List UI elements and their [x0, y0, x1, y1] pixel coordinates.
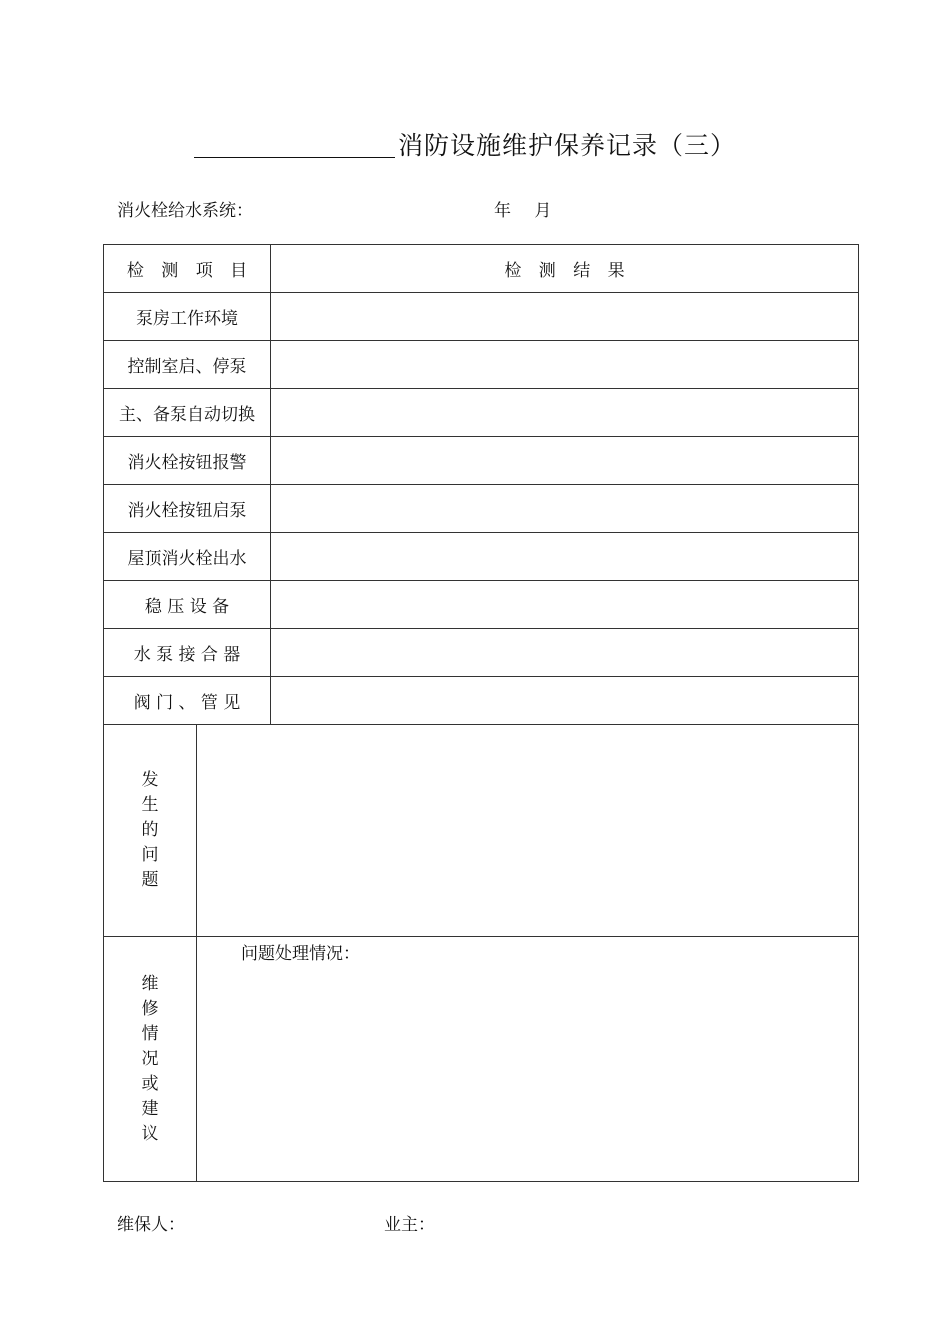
table-row: [104, 437, 858, 485]
result-cell[interactable]: [271, 341, 858, 388]
problems-label-cell: [104, 725, 197, 936]
item-button-start: 消火栓按钮启泵: [104, 485, 271, 532]
item-pump-switch: 主、备泵自动切换: [104, 389, 271, 436]
repair-label-cell: [104, 937, 197, 1181]
table-row: [104, 389, 858, 437]
table-header-row: [104, 245, 858, 293]
problems-section: [104, 725, 858, 937]
table-row: [104, 293, 858, 341]
result-cell[interactable]: [271, 437, 858, 484]
table-row: [104, 485, 858, 533]
repair-section: [104, 937, 858, 1181]
item-roof-hydrant: 屋顶消火栓出水: [104, 533, 271, 580]
maintenance-table: [103, 244, 859, 1182]
item-pump-adapter: 水 泵 接 合 器: [104, 629, 271, 676]
table-row: [104, 629, 858, 677]
table-row: [104, 341, 858, 389]
repair-note-label: 问题处理情况：: [241, 944, 360, 964]
owner-label: 业主：: [384, 1215, 435, 1235]
result-cell[interactable]: [271, 533, 858, 580]
result-cell[interactable]: [271, 485, 858, 532]
problems-label: 发生的问题: [141, 770, 159, 890]
item-pressure-device: 稳 压 设 备: [104, 581, 271, 628]
header-result-cell: 检 测 结 果: [504, 261, 631, 281]
item-control-room: 控制室启、停泵: [104, 341, 271, 388]
form-title-area: [0, 124, 950, 164]
item-pump-room: 泵房工作环境: [104, 293, 271, 340]
result-cell[interactable]: [271, 629, 858, 676]
item-valves-pipes: 阀 门 、 管 见: [104, 677, 271, 724]
result-cell[interactable]: [271, 581, 858, 628]
title-blank-line: [194, 157, 395, 158]
result-cell[interactable]: [271, 293, 858, 340]
item-button-alarm: 消火栓按钮报警: [104, 437, 271, 484]
repair-label: 维修情况或建议: [141, 973, 159, 1144]
repair-content[interactable]: [197, 937, 858, 1181]
maintainer-label: 维保人：: [117, 1215, 185, 1235]
problems-content[interactable]: [197, 725, 858, 936]
header-item-cell: 检 测 项 目: [104, 245, 271, 292]
table-row: [104, 533, 858, 581]
result-cell[interactable]: [271, 389, 858, 436]
year-month-label: 年 月: [494, 201, 552, 221]
system-label: 消火栓给水系统：: [117, 201, 253, 221]
form-title: 消防设施维护保养记录（三）: [398, 131, 737, 160]
table-row: [104, 677, 858, 725]
table-row: [104, 581, 858, 629]
result-cell[interactable]: [271, 677, 858, 724]
